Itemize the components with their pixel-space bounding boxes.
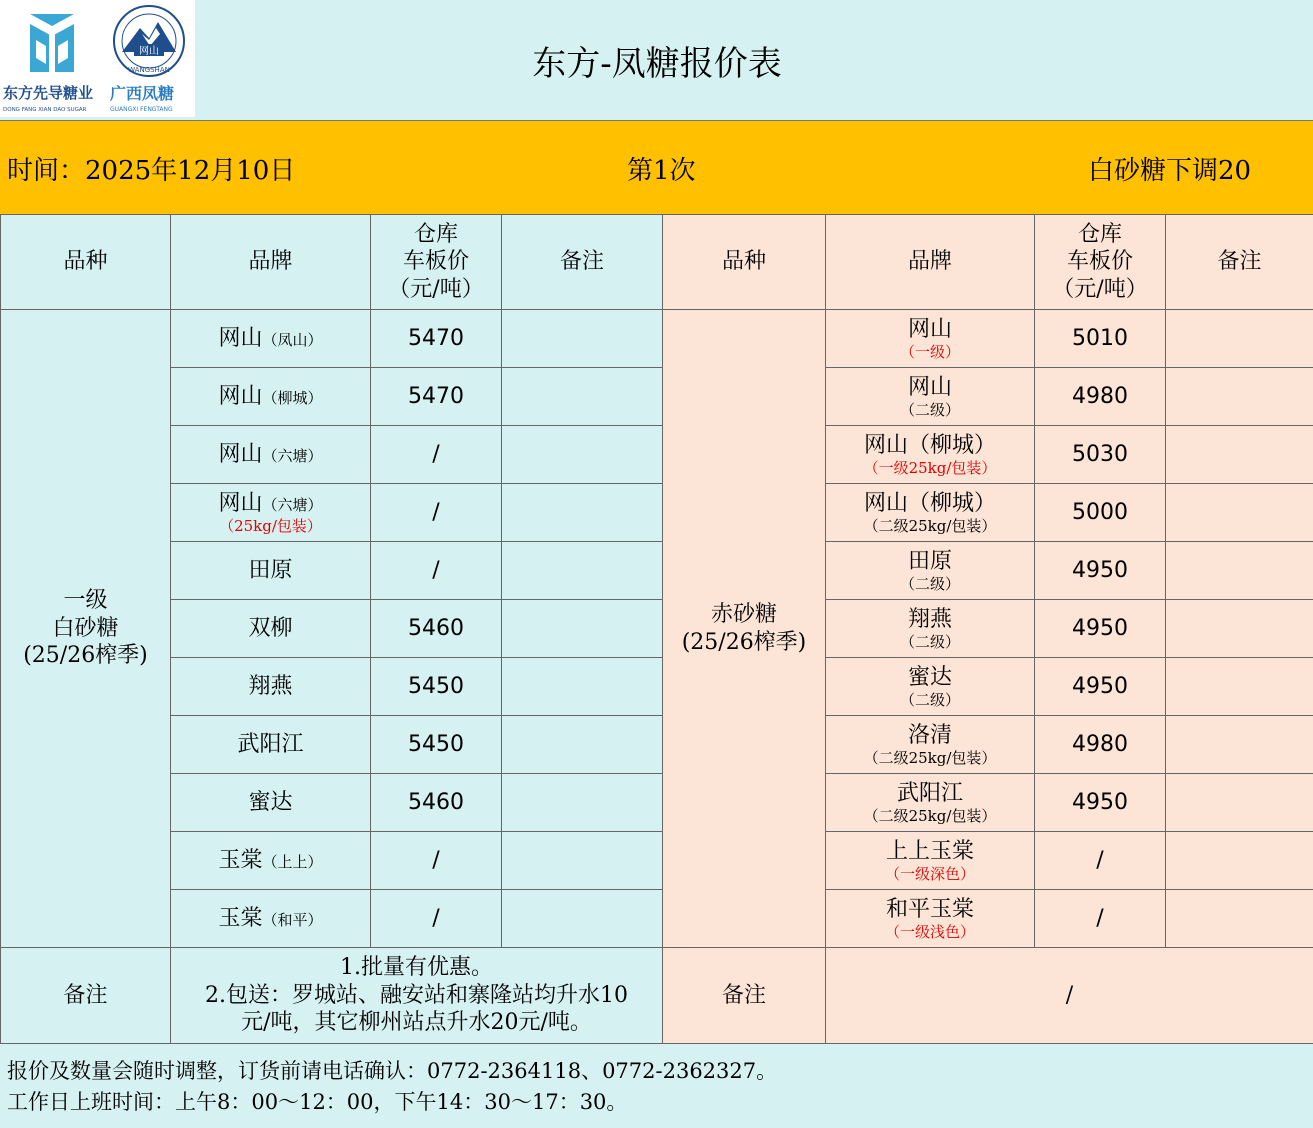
left-variety-cell: 一级 白砂糖 (25/26榨季) <box>1 310 171 948</box>
right-brand-cell: 上上玉棠 （一级深色） <box>826 832 1035 890</box>
price-table <box>0 214 1313 1044</box>
right-remark-cell <box>1166 426 1313 484</box>
left-remark-cell <box>502 832 663 890</box>
right-price-cell: 4950 <box>1035 542 1166 600</box>
header-remark: 备注 <box>502 215 663 310</box>
left-brand-cell: 网山（六塘） <box>171 426 371 484</box>
left-remark-cell <box>502 542 663 600</box>
left-remark-cell <box>502 890 663 948</box>
title-row <box>0 0 1313 121</box>
left-brand-cell: 玉棠（上上） <box>171 832 371 890</box>
right-remark-cell <box>1166 658 1313 716</box>
svg-text:GUANGXI FENGTANG: GUANGXI FENGTANG <box>110 106 173 113</box>
left-brand-cell: 玉棠（和平） <box>171 890 371 948</box>
right-price-cell: 4950 <box>1035 774 1166 832</box>
left-price-cell: / <box>371 484 502 542</box>
left-remark-cell <box>502 368 663 426</box>
left-price-cell: / <box>371 426 502 484</box>
table-row <box>1 600 1313 658</box>
remarks-label: 备注 <box>1 948 171 1044</box>
table-row <box>1 832 1313 890</box>
right-brand-cell: 蜜达 （二级） <box>826 658 1035 716</box>
right-brand-cell: 网山 （二级） <box>826 368 1035 426</box>
left-remark-cell <box>502 716 663 774</box>
right-remark-cell <box>1166 542 1313 600</box>
logo-area <box>0 0 195 117</box>
left-price-cell: 5470 <box>371 368 502 426</box>
left-brand-cell: 蜜达 <box>171 774 371 832</box>
hours-line: 工作日上班时间：上午8：00～12：00，下午14：30～17：30。 <box>7 1090 628 1114</box>
right-brand-cell: 和平玉棠 （一级浅色） <box>826 890 1035 948</box>
right-brand-cell: 武阳江 （二级25kg/包装） <box>826 774 1035 832</box>
right-brand-cell: 翔燕 （二级） <box>826 600 1035 658</box>
right-brand-cell: 网山（柳城） （一级25kg/包装） <box>826 426 1035 484</box>
left-price-cell: / <box>371 832 502 890</box>
right-remark-cell <box>1166 310 1313 368</box>
right-brand-cell: 洛清 （二级25kg/包装） <box>826 716 1035 774</box>
dongfang-logo-icon <box>30 14 74 72</box>
left-price-cell: 5450 <box>371 658 502 716</box>
svg-text:东方先导糖业: 东方先导糖业 <box>3 84 94 102</box>
company-logos-icon <box>0 0 195 117</box>
table-row <box>1 542 1313 600</box>
right-price-cell: / <box>1035 832 1166 890</box>
svg-text:DONG FANG XIAN DAO SUGAR: DONG FANG XIAN DAO SUGAR <box>3 107 87 113</box>
left-price-cell: 5450 <box>371 716 502 774</box>
left-brand-cell: 翔燕 <box>171 658 371 716</box>
right-price-cell: 4980 <box>1035 716 1166 774</box>
left-price-cell: / <box>371 890 502 948</box>
left-remark-cell <box>502 774 663 832</box>
remarks-text: 1.批量有优惠。 2.包送：罗城站、融安站和寨隆站均升水10 元/吨，其它柳州站点升水20元/吨。 <box>171 948 663 1044</box>
left-remark-cell <box>502 484 663 542</box>
left-price-cell: 5460 <box>371 774 502 832</box>
left-remark-cell <box>502 600 663 658</box>
table-row <box>1 368 1313 426</box>
right-brand-cell: 田原 （二级） <box>826 542 1035 600</box>
remarks-row <box>1 948 1313 1044</box>
right-remark-cell <box>1166 368 1313 426</box>
right-price-cell: 5010 <box>1035 310 1166 368</box>
header-row <box>1 215 1313 310</box>
price-notice: 白砂糖下调20 <box>1088 155 1252 186</box>
header-variety: 品种 <box>663 215 826 310</box>
info-bar <box>0 121 1313 215</box>
left-price-cell: 5470 <box>371 310 502 368</box>
table-row <box>1 890 1313 948</box>
left-price-cell: / <box>371 542 502 600</box>
right-remark-cell <box>1166 716 1313 774</box>
svg-text:网山: 网山 <box>139 46 159 57</box>
right-remark-cell <box>1166 890 1313 948</box>
header-price: 仓库 车板价 （元/吨） <box>371 215 502 310</box>
left-brand-cell: 网山（柳城） <box>171 368 371 426</box>
right-price-cell: 4950 <box>1035 658 1166 716</box>
svg-text:WANGSHAN: WANGSHAN <box>128 66 170 74</box>
right-price-cell: / <box>1035 890 1166 948</box>
table-row <box>1 426 1313 484</box>
remarks-value: / <box>826 948 1313 1044</box>
quote-round: 第1次 <box>627 155 696 186</box>
right-brand-cell: 网山（柳城） （二级25kg/包装） <box>826 484 1035 542</box>
left-remark-cell <box>502 426 663 484</box>
table-row <box>1 484 1313 542</box>
right-price-cell: 4980 <box>1035 368 1166 426</box>
right-price-cell: 4950 <box>1035 600 1166 658</box>
right-remark-cell <box>1166 600 1313 658</box>
table-row <box>1 658 1313 716</box>
footer-notes <box>0 1043 1313 1128</box>
right-brand-cell: 网山 （一级） <box>826 310 1035 368</box>
quote-date: 时间：2025年12月10日 <box>7 155 296 186</box>
contact-line: 报价及数量会随时调整，订货前请电话确认：0772-2364118、0772-2362327。 <box>7 1059 778 1083</box>
left-remark-cell <box>502 658 663 716</box>
page-title: 东方-凤糖报价表 <box>532 44 782 84</box>
left-brand-cell: 武阳江 <box>171 716 371 774</box>
left-brand-cell: 网山（六塘） （25kg/包装） <box>171 484 371 542</box>
left-price-cell: 5460 <box>371 600 502 658</box>
table-row <box>1 774 1313 832</box>
right-price-cell: 5030 <box>1035 426 1166 484</box>
left-brand-cell: 双柳 <box>171 600 371 658</box>
right-remark-cell <box>1166 774 1313 832</box>
right-price-cell: 5000 <box>1035 484 1166 542</box>
right-remark-cell <box>1166 832 1313 890</box>
right-variety-cell: 赤砂糖 (25/26榨季) <box>663 310 826 948</box>
right-remark-cell <box>1166 484 1313 542</box>
header-remark: 备注 <box>1166 215 1313 310</box>
left-remark-cell <box>502 310 663 368</box>
header-brand: 品牌 <box>826 215 1035 310</box>
left-brand-cell: 田原 <box>171 542 371 600</box>
svg-text:广西凤糖: 广西凤糖 <box>110 84 175 103</box>
header-variety: 品种 <box>1 215 171 310</box>
table-row <box>1 716 1313 774</box>
table-row <box>1 310 1313 368</box>
left-brand-cell: 网山（凤山） <box>171 310 371 368</box>
header-price: 仓库 车板价 （元/吨） <box>1035 215 1166 310</box>
header-brand: 品牌 <box>171 215 371 310</box>
remarks-label: 备注 <box>663 948 826 1044</box>
